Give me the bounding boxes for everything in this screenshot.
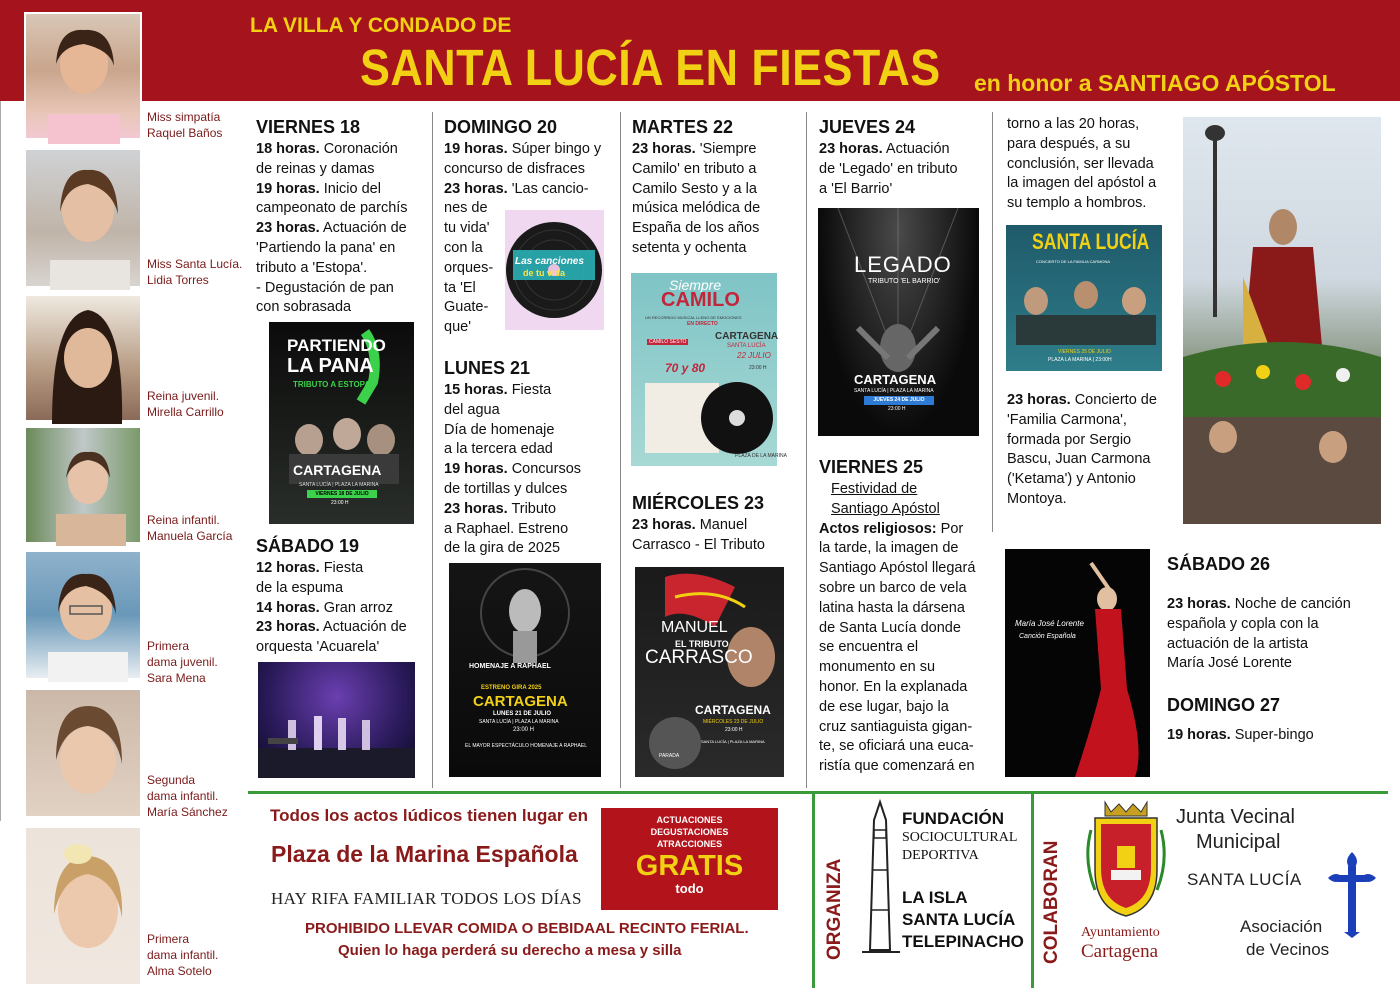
caption-queen-4: Reina infantil. Manuela García	[147, 513, 233, 543]
photo-queen-4	[24, 426, 142, 544]
caption-queen-2: Miss Santa Lucía. Lidia Torres	[147, 257, 243, 287]
junta-line3: SANTA LUCÍA	[1187, 870, 1302, 889]
green-rule	[812, 791, 815, 988]
divider	[806, 112, 807, 788]
schedule-col-2b: LUNES 21 15 horas. Fiesta del agua Día de homenaje a la tercera edad 19 horas. Concursos de tortillas y dulces 23 horas. Tributo a Raphael. Estreno de la gira de 2025	[444, 357, 616, 559]
schedule-col-1b: SÁBADO 19 12 horas. Fiesta de la espuma 14 horas. Gran arroz 23 horas. Actuación de orquesta 'Acuarela'	[256, 535, 428, 658]
day-heading: MARTES 22	[632, 117, 734, 137]
schedule-col-4b: VIERNES 25 Festividad de Santiago Apóstol Actos religiosos: Por la tarde, la imagen de Santiago Apóstol llegará sobre un barco de vela latina hasta la dársena de Santa Lucía donde se encuentra el monumento en su honor. En la explanada de ese lugar, bajo la cruz santiaguista gigan- te, se oficiará una euca- ristía que comenzará en	[819, 456, 991, 777]
photo-santiago-procession	[1183, 117, 1381, 524]
warning-line1: PROHIBIDO LLEVAR COMIDA O BEBIDAAL RECINTO FERIAL.	[305, 920, 749, 937]
asociacion-line1: Asociación	[1240, 917, 1323, 936]
caption-queen-3: Reina juvenil. Mirella Carrillo	[147, 389, 224, 419]
divider	[992, 112, 993, 532]
photo-queen-1	[24, 12, 142, 140]
poster-homenaje-raphael: HOMENAJE A RAPHAEL ESTRENO GIRA 2025 CARTAGENA LUNES 21 DE JULIO SANTA LUCÍA | PLAZA LA MARINA 23:00 H EL MAYOR ESPECTÁCULO HOMENAJE A RAPHAEL	[449, 563, 601, 777]
divider	[432, 112, 433, 788]
warning-line2: Quien lo haga perderá su derecho a mesa y silla	[338, 942, 682, 959]
day-heading: LUNES 21	[444, 358, 531, 378]
fundacion-line2: SOCIOCULTURAL	[902, 830, 1018, 845]
schedule-col-4: JUEVES 24 23 horas. Actuación de 'Legado' en tributo a 'El Barrio'	[819, 116, 991, 199]
organiza-label: ORGANIZA	[824, 858, 845, 960]
photo-queen-7	[24, 826, 142, 986]
colaboran-label: COLABORAN	[1041, 840, 1062, 964]
fundacion-line5: SANTA LUCÍA	[902, 910, 1016, 929]
divider	[620, 112, 621, 788]
poster-siempre-camilo: Siempre CAMILO UN RECORRIDO MUSICAL LLENO DE EMOCIONES EN DIRECTO CARTAGENA SANTA LUCÍA 22 JULIO 23:00 H CAMILO SESTO 70 y 80 PLAZA DE LA MARINA	[631, 273, 777, 466]
poster-manuel-carrasco: MANUEL EL TRIBUTO CARRASCO CARTAGENA MIÉRCOLES 23 DE JULIO 23:00 H SANTA LUCÍA | PLAZA LA MARINA PARADA	[635, 567, 784, 777]
schedule-col-3: MARTES 22 23 horas. 'Siempre Camilo' en tributo a Camilo Sesto y a la música melódica de España de los años setenta y ochenta	[632, 116, 804, 259]
page-title: SANTA LUCÍA EN FIESTAS	[360, 39, 941, 96]
junta-line2: Municipal	[1196, 831, 1281, 853]
header-subtitle: en honor a SANTIAGO APÓSTOL	[974, 70, 1336, 96]
vinyl-las-canciones-de-tu-vida: Las canciones de tu vida	[505, 210, 604, 330]
schedule-col-5: torno a las 20 horas, para después, a su conclusión, ser llevada la imagen del apóstol a su templo a hombros.	[1007, 116, 1157, 212]
poster-partiendo-la-pana: PARTIENDO LA PANA TRIBUTO A ESTOPA CARTAGENA SANTA LUCÍA | PLAZA LA MARINA VIERNES 18 DE JULIO 23:00 H	[269, 322, 414, 524]
caption-queen-1: Miss simpatía Raquel Baños	[147, 110, 223, 140]
fundacion-line4: LA ISLA	[902, 888, 968, 907]
santiago-cross-icon	[1322, 848, 1382, 938]
cartagena-label: Cartagena	[1081, 941, 1159, 962]
photo-orquesta-acuarela	[258, 662, 415, 778]
photo-queen-2	[24, 148, 142, 288]
asociacion-line2: de Vecinos	[1246, 940, 1330, 959]
rifa-text: HAY RIFA FAMILIAR TODOS LOS DÍAS	[271, 889, 582, 908]
fundacion-title: FUNDACIÓN	[902, 809, 1004, 828]
day-heading: SÁBADO 19	[256, 536, 360, 556]
photo-queen-3	[24, 294, 142, 422]
poster-maria-jose-lorente: María José Lorente Canción Española	[1005, 549, 1150, 777]
day-heading: SÁBADO 26	[1167, 554, 1271, 574]
poster-legado: LEGADO TRIBUTO 'EL BARRIO' CARTAGENA SANTA LUCÍA | PLAZA LA MARINA JUEVES 24 DE JULIO 23:00 H	[818, 208, 979, 436]
green-rule	[248, 791, 1388, 794]
schedule-col-3b: MIÉRCOLES 23 23 horas. Manuel Carrasco - El Tributo	[632, 492, 804, 556]
schedule-col-5b: 23 horas. Concierto de 'Familia Carmona', formada por Sergio Bascu, Juan Carmona ('Ketama') y Antonio Montoya.	[1007, 392, 1157, 507]
day-heading: DOMINGO 20	[444, 117, 558, 137]
ayuntamiento-label: Ayuntamiento	[1081, 925, 1160, 940]
cartagena-crest-icon	[1081, 800, 1171, 920]
day-heading: VIERNES 25	[819, 457, 924, 477]
caption-queen-5: Primera dama juvenil. Sara Mena	[147, 639, 218, 685]
day-heading: VIERNES 18	[256, 117, 361, 137]
left-divider	[0, 101, 1, 821]
schedule-col-1: VIERNES 18 18 horas. Coronación de reinas y damas 19 horas. Inicio del campeonato de parchís 23 horas. Actuación de 'Partiendo la pana' en tributo a 'Estopa'. - Degustación de pan con sobrasada	[256, 116, 428, 318]
bottom-line1: Todos los actos lúdicos tienen lugar en	[270, 806, 589, 825]
fundacion-line6: TELEPINACHO	[902, 932, 1024, 951]
green-rule	[1031, 791, 1034, 988]
day-heading: JUEVES 24	[819, 117, 916, 137]
caption-queen-7: Primera dama infantil. Alma Sotelo	[147, 932, 219, 978]
photo-queen-5	[24, 550, 142, 680]
schedule-col-6: SÁBADO 26 23 horas. Noche de canción española y copla con la actuación de la artista María José Lorente DOMINGO 27 19 horas. Super-bingo	[1167, 553, 1387, 746]
lighthouse-icon	[860, 800, 900, 960]
day-heading: DOMINGO 27	[1167, 695, 1281, 716]
photo-queen-6	[24, 688, 142, 818]
caption-queen-6: Segunda dama infantil. María Sánchez	[147, 773, 228, 819]
junta-line1: Junta Vecinal	[1176, 806, 1295, 828]
fundacion-line3: DEPORTIVA	[902, 848, 979, 863]
header-line1: LA VILLA Y CONDADO DE	[250, 14, 512, 37]
poster-familia-carmona: SANTA LUCÍA CONCIERTO DE LA FAMILIA CARMONA VIERNES 25 DE JULIO PLAZA LA MARINA | 23:00H	[1006, 225, 1162, 371]
place-name: Plaza de la Marina Española	[271, 841, 578, 867]
schedule-col-2: DOMINGO 20 19 horas. Súper bingo y concurso de disfraces 23 horas. 'Las cancio- nes de tu vida' con la orques- ta 'El Guate- que'	[444, 116, 616, 338]
day-heading: MIÉRCOLES 23	[632, 493, 765, 513]
gratis-box: ACTUACIONES DEGUSTACIONES ATRACCIONES GRATIS todo	[601, 808, 778, 910]
